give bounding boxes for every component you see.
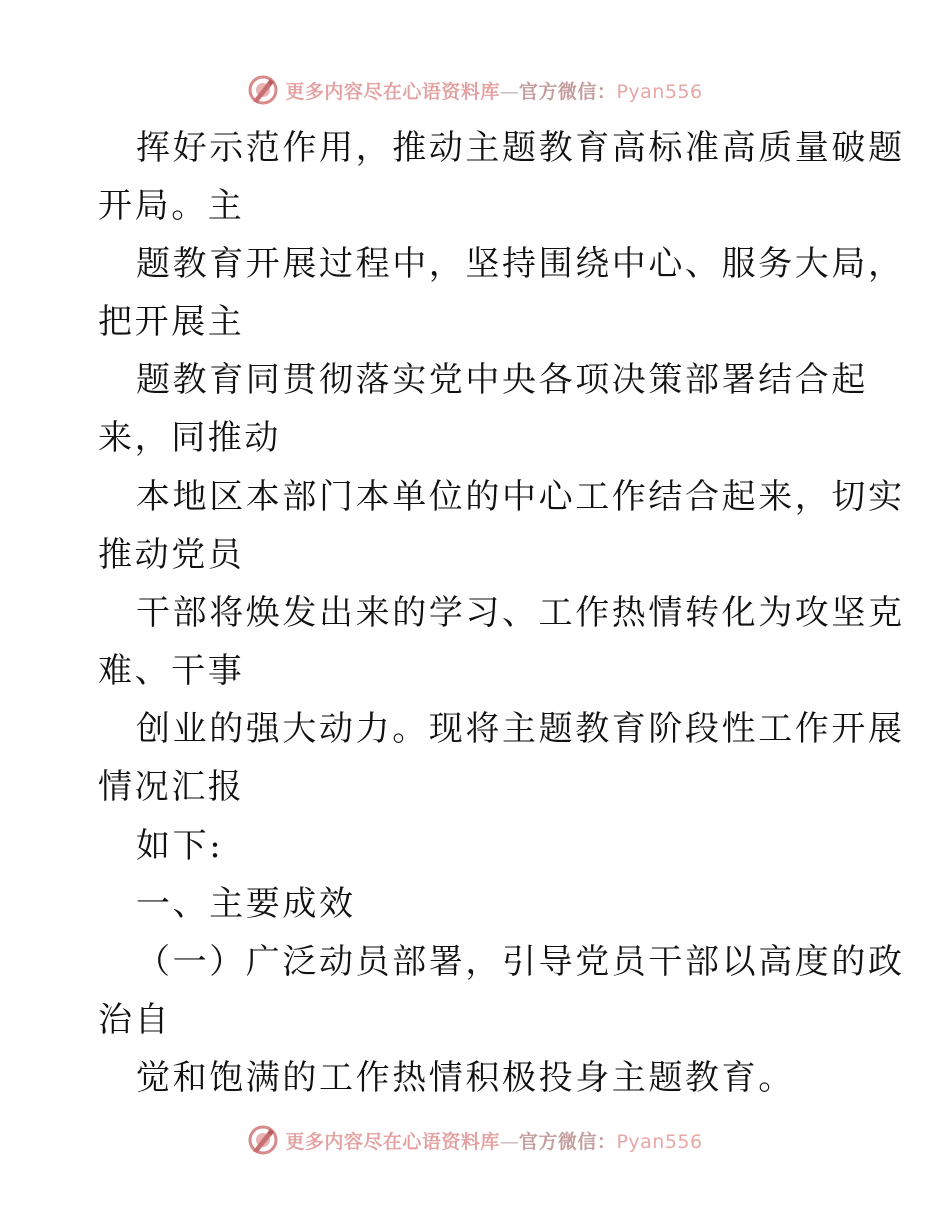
body-line: 情况汇报 [98,767,245,807]
watermark-wechat-id: Pyan556 [616,1130,703,1153]
body-line: 难、干事 [98,651,245,691]
body-line: 本地区本部门本单位的中心工作结合起来，切实 [136,477,905,517]
watermark-official-label: 官方微信： [518,1130,617,1153]
body-line: 干部将焕发出来的学习、工作热情转化为攻坚克 [136,593,905,633]
watermark-brand: 更多内容尽在心语资料库 [285,80,500,103]
body-line: 创业的强大动力。现将主题教育阶段性工作开展 [136,709,905,749]
body-line: 觉和饱满的工作热情积极投身主题教育。 [136,1058,795,1098]
body-line: 题教育开展过程中，坚持围绕中心、服务大局， [136,244,905,284]
watermark-dash: — [499,1130,519,1153]
watermark-official-label: 官方微信： [518,80,617,103]
section-heading: 一、主要成效 [136,884,356,924]
watermark-dash: — [499,80,519,103]
body-line: 来，同推动 [98,418,281,458]
body-line: 把开展主 [98,302,245,342]
watermark-brand: 更多内容尽在心语资料库 [285,1130,500,1153]
footer-watermark [0,1120,950,1160]
body-line: 推动党员 [98,535,245,575]
watermark-text [285,1127,702,1154]
subsection-heading: （一）广泛动员部署，引导党员干部以高度的政 [136,942,905,982]
watermark-wechat-id: Pyan556 [616,80,703,103]
body-line: 如下: [136,826,224,866]
body-line: 题教育同贯彻落实党中央各项决策部署结合起 [136,360,868,400]
body-line: 治自 [98,1000,172,1040]
pen-logo-icon [247,1124,279,1156]
body-line: 开局。主 [98,186,245,226]
body-line: 挥好示范作用，推动主题教育高标准高质量破题 [136,128,905,168]
